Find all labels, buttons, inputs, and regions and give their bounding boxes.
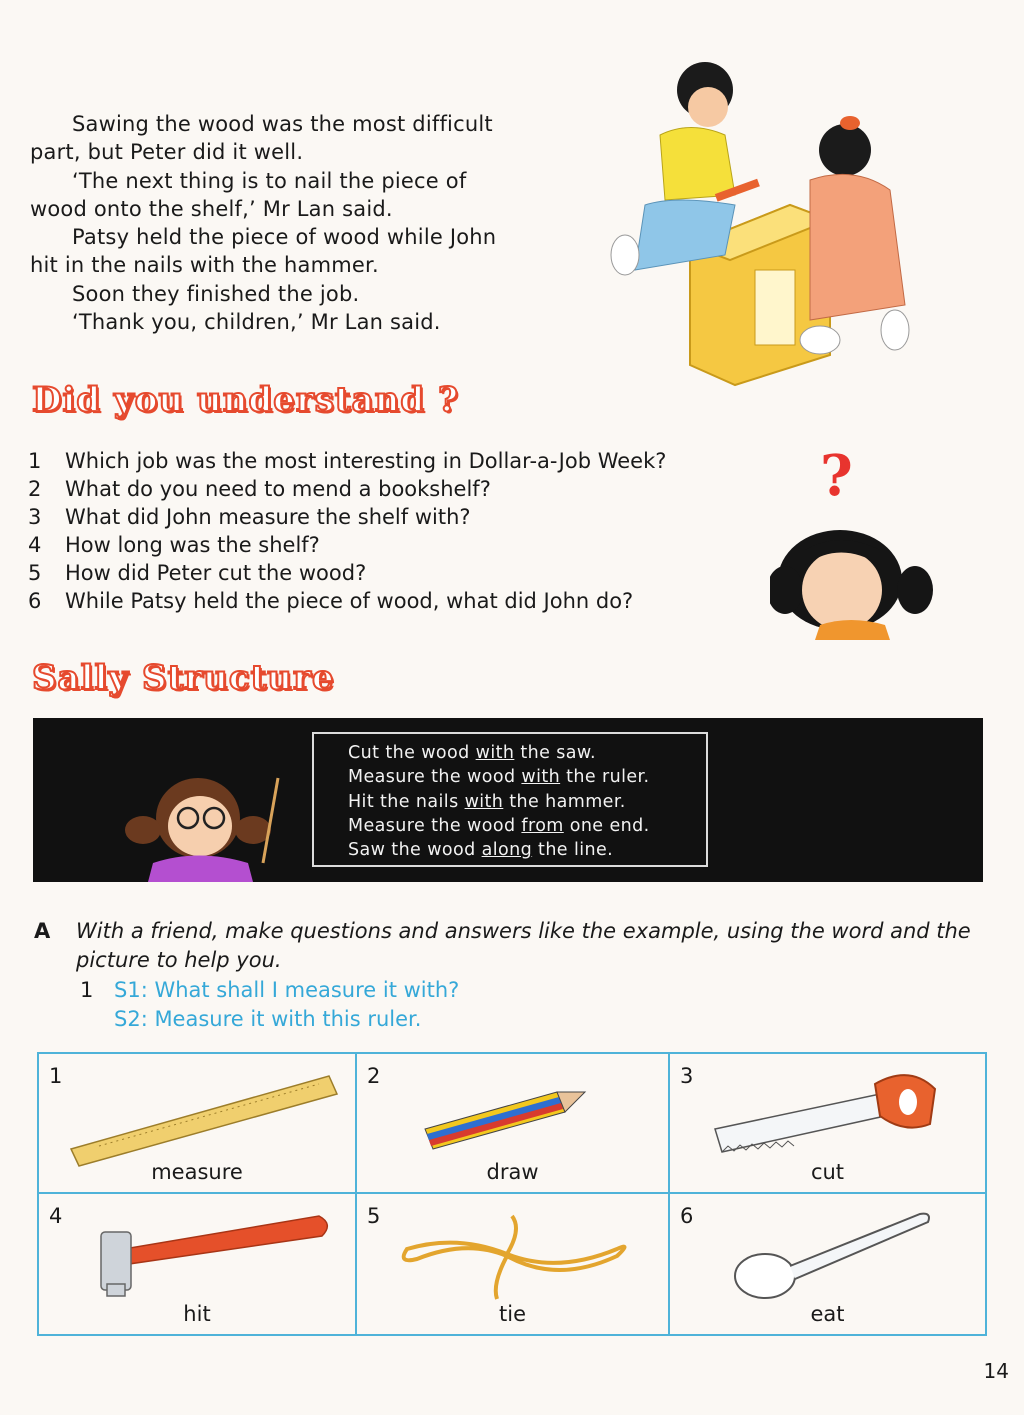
children-building-shelf-illustration <box>605 55 925 395</box>
question-number: 2 <box>28 477 42 501</box>
structure-line: Measure the wood with the ruler. <box>348 767 650 788</box>
cell-word: measure <box>151 1160 243 1184</box>
cell-number: 4 <box>49 1204 63 1228</box>
cell-word: cut <box>810 1160 845 1184</box>
question-text: How long was the shelf? <box>65 533 320 557</box>
question-number: 3 <box>28 505 42 529</box>
grid-cell-tie <box>357 1194 670 1334</box>
task-instructions: With a friend, make questions and answers like the example, using the word and the picture to help you. <box>76 919 971 972</box>
story-line: ‘Thank you, children,’ Mr Lan said. <box>72 310 441 335</box>
story-line: hit in the nails with the hammer. <box>30 253 379 278</box>
sally-teacher-illustration <box>118 758 288 882</box>
thinking-girl-illustration <box>770 440 955 640</box>
grid-cell-draw <box>357 1054 670 1194</box>
example-s1: S1: What shall I measure it with? <box>114 978 460 1002</box>
story-line: part, but Peter did it well. <box>30 140 304 165</box>
task-label: A <box>34 919 51 943</box>
list-item <box>28 587 788 615</box>
list-item <box>28 503 788 531</box>
structure-line: Hit the nails with the hammer. <box>348 791 626 812</box>
example-s2: S2: Measure it with this ruler. <box>114 1007 422 1031</box>
story-text <box>30 110 590 336</box>
grid-cell-cut <box>670 1054 985 1194</box>
story-line: Sawing the wood was the most difficult <box>72 112 493 136</box>
question-text: How did Peter cut the wood? <box>65 561 367 585</box>
example-dialogue <box>80 976 459 1034</box>
structure-line: Saw the wood along the line. <box>348 840 614 861</box>
page-number: 14 <box>983 1359 1009 1383</box>
list-item <box>28 475 788 503</box>
section-heading-did-you-understand: Did you understand ? <box>32 380 459 420</box>
question-text: What do you need to mend a bookshelf? <box>65 477 491 501</box>
question-number: 6 <box>28 589 42 613</box>
cell-word: eat <box>810 1302 845 1326</box>
cell-number: 5 <box>367 1204 381 1228</box>
section-heading-sally-structure: Sally Structure <box>32 658 335 698</box>
cell-number: 3 <box>680 1064 694 1088</box>
cell-word: tie <box>499 1302 526 1326</box>
structure-panel <box>33 718 983 882</box>
example-number: 1 <box>80 978 94 1002</box>
question-number: 5 <box>28 561 42 585</box>
question-mark-icon: ? <box>820 443 853 509</box>
list-item <box>28 559 788 587</box>
story-line: Soon they finished the job. <box>72 281 360 306</box>
grid-cell-hit <box>39 1194 357 1334</box>
question-text: While Patsy held the piece of wood, what did John do? <box>65 589 634 613</box>
cell-word: draw <box>486 1160 539 1184</box>
cell-word: hit <box>183 1302 211 1326</box>
question-number: 1 <box>28 449 42 473</box>
list-item <box>28 531 788 559</box>
cell-number: 2 <box>367 1064 381 1088</box>
list-item <box>28 447 788 475</box>
picture-grid <box>37 1052 987 1336</box>
structure-box <box>312 732 708 867</box>
cell-number: 1 <box>49 1064 63 1088</box>
question-number: 4 <box>28 533 42 557</box>
question-text: Which job was the most interesting in Dollar-a-Job Week? <box>65 449 667 473</box>
structure-line: Cut the wood with the saw. <box>348 743 596 763</box>
structure-line: Measure the wood from one end. <box>348 815 650 836</box>
story-line: wood onto the shelf,’ Mr Lan said. <box>30 196 393 221</box>
questions-list <box>28 447 788 615</box>
story-line: Patsy held the piece of wood while John <box>72 225 497 250</box>
cell-number: 6 <box>680 1204 694 1228</box>
grid-cell-measure <box>39 1054 357 1194</box>
story-line: ‘The next thing is to nail the piece of <box>72 168 467 193</box>
grid-cell-eat <box>670 1194 985 1334</box>
question-text: What did John measure the shelf with? <box>65 505 471 529</box>
task-a <box>34 917 994 975</box>
